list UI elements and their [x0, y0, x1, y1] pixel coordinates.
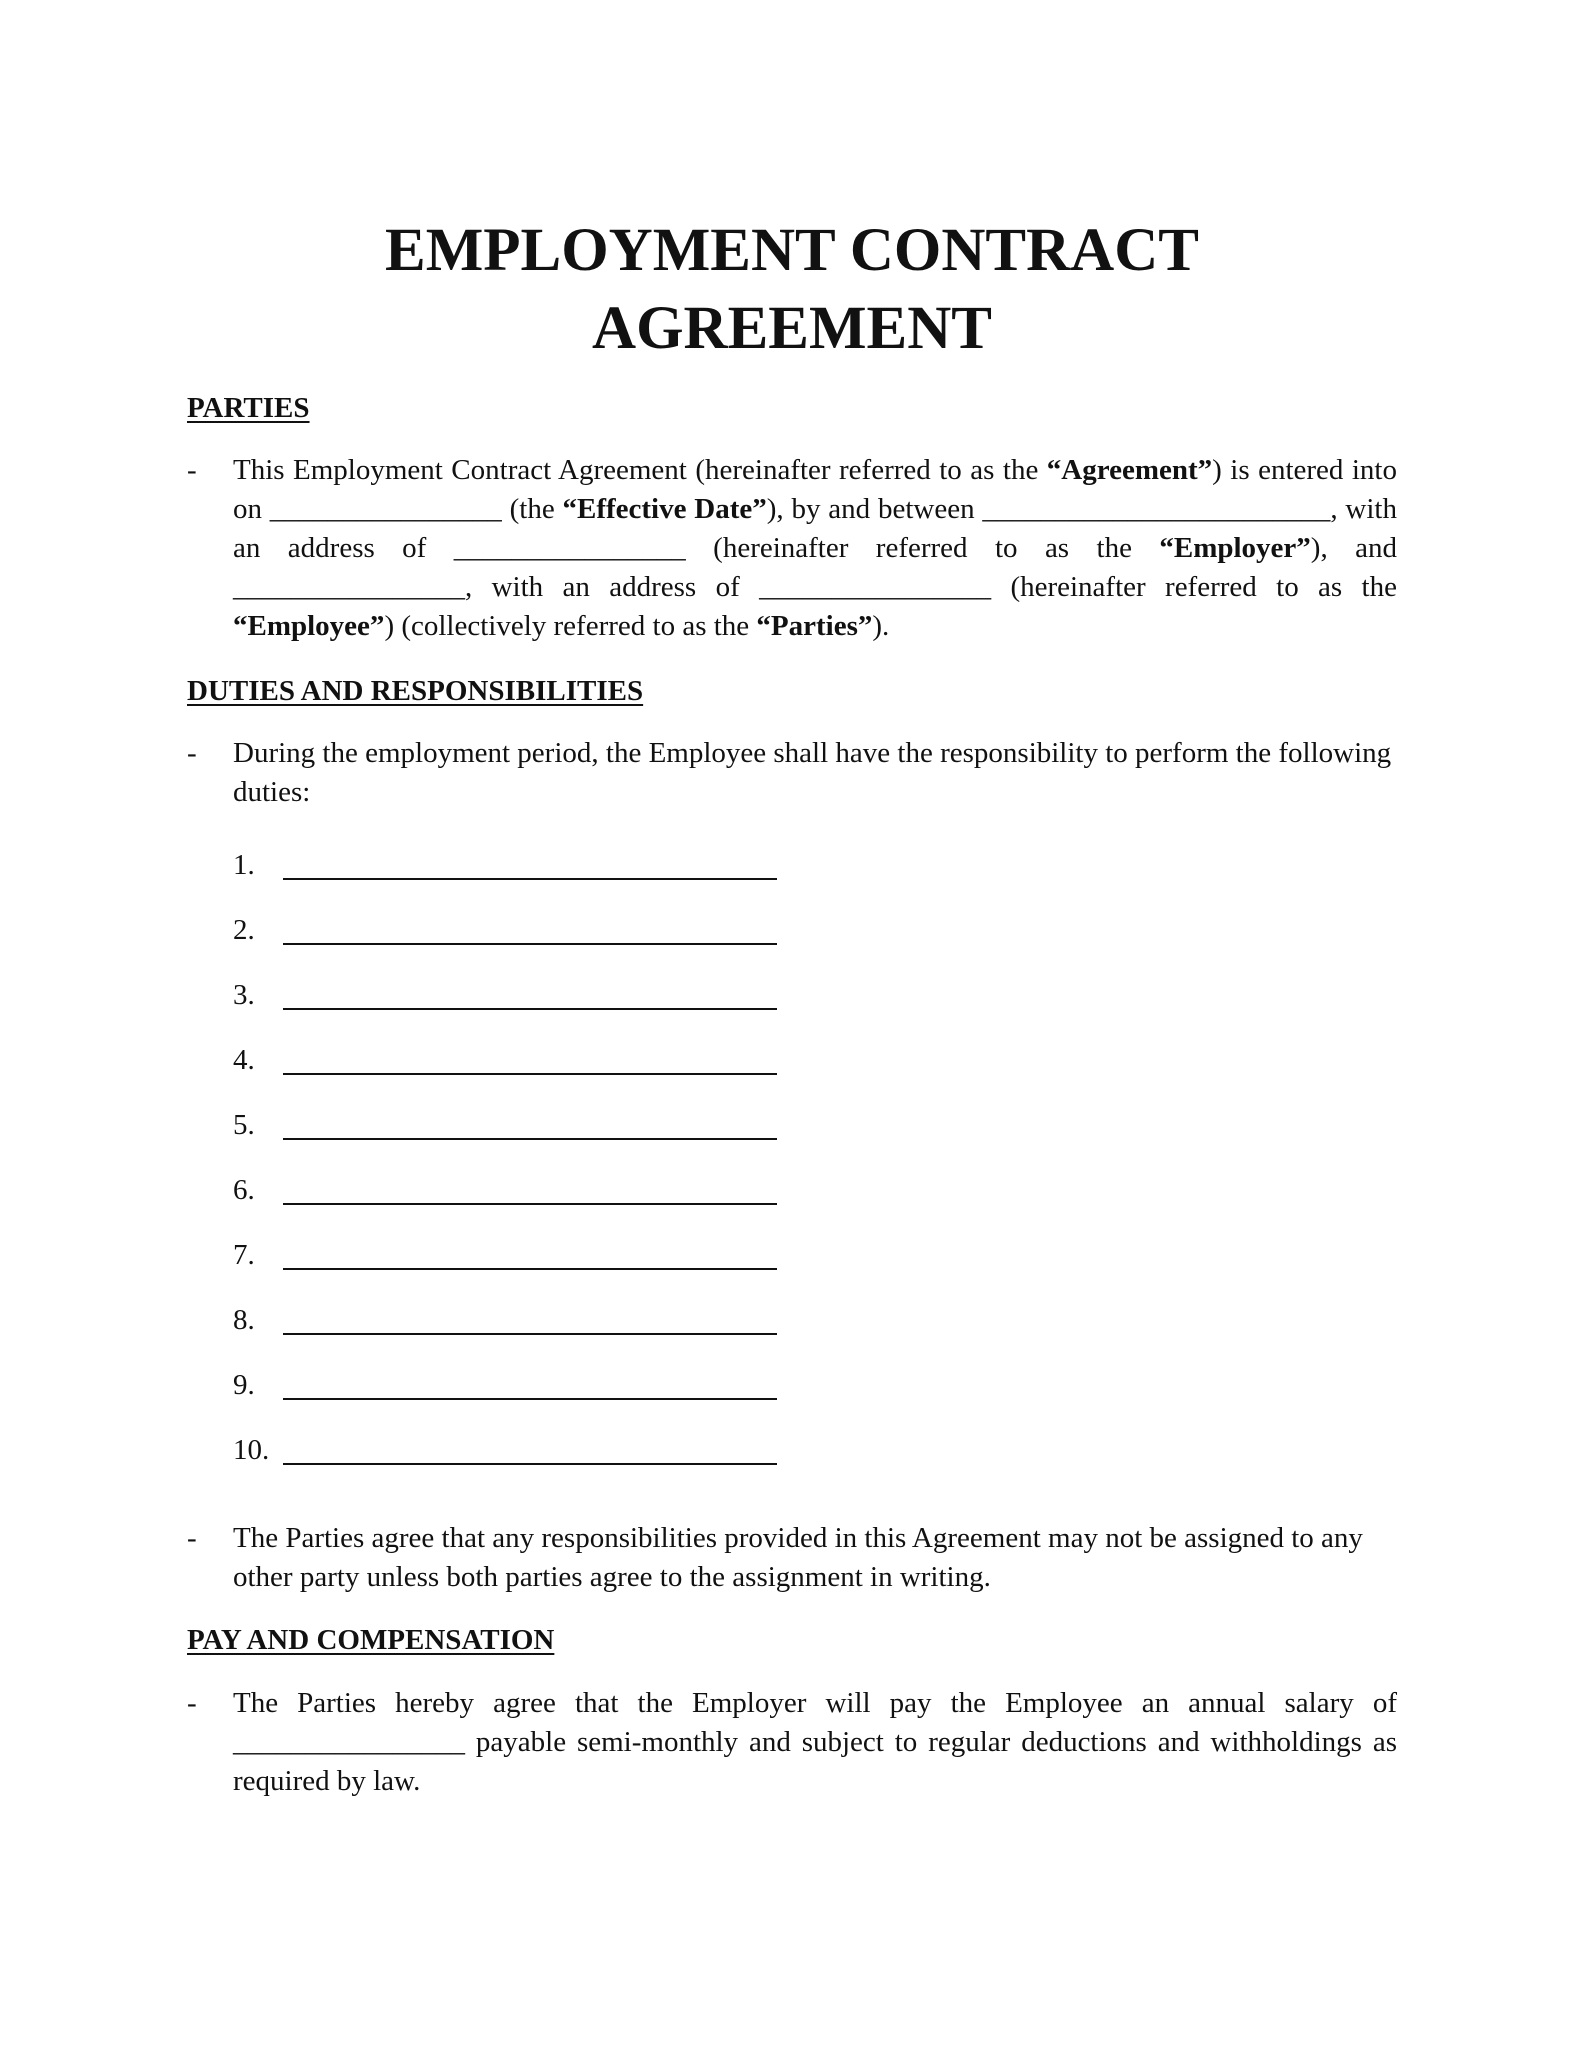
- duty-item: [233, 1302, 793, 1367]
- duty-item: [233, 1107, 793, 1172]
- duty-item: [233, 847, 793, 912]
- duty-number: 8.: [233, 1304, 255, 1336]
- parties-text-part-1: This Employment Contract Agreement (hereinafter referred to as the: [233, 454, 1047, 486]
- duty-item: [233, 1432, 793, 1497]
- duty-blank-line[interactable]: [283, 1463, 777, 1465]
- assignment-text: The Parties agree that any responsibilities provided in this Agreement may not be assigned to any other party unless both parties agree to the assignment in writing.: [233, 1522, 1363, 1593]
- duty-number: 2.: [233, 914, 255, 946]
- duty-item: [233, 1172, 793, 1237]
- parties-text-part-6: ).: [872, 610, 890, 642]
- parties-text: [233, 451, 1397, 646]
- duty-blank-line[interactable]: [283, 1073, 777, 1075]
- duties-list: [233, 847, 793, 1497]
- duty-blank-line[interactable]: [283, 1268, 777, 1270]
- agreement-term: “Agreement”: [1046, 454, 1213, 486]
- bullet-dash: -: [187, 1522, 197, 1554]
- effective-date-term: “Effective Date”: [562, 493, 767, 525]
- duty-blank-line[interactable]: [283, 1333, 777, 1335]
- parties-heading: PARTIES: [187, 392, 310, 424]
- pay-heading: PAY AND COMPENSATION: [187, 1624, 555, 1656]
- duty-number: 6.: [233, 1174, 255, 1206]
- duty-item: [233, 1042, 793, 1107]
- bullet-dash: -: [187, 454, 197, 486]
- duty-blank-line[interactable]: [283, 878, 777, 880]
- duty-item: [233, 1237, 793, 1302]
- parties-text-part-3: ), by and between ________________________, with an address of ________________ (hereinafter referred to as the: [233, 493, 1397, 564]
- duty-number: 10.: [233, 1434, 270, 1466]
- parties-term: “Parties”: [756, 610, 873, 642]
- title-line-2: AGREEMENT: [592, 295, 992, 362]
- parties-text-part-5: ) (collectively referred to as the: [384, 610, 757, 642]
- duty-item: [233, 1367, 793, 1432]
- duty-number: 4.: [233, 1044, 255, 1076]
- document-title: [187, 212, 1397, 368]
- duty-item: [233, 977, 793, 1042]
- employer-term: “Employer”: [1159, 532, 1311, 564]
- duty-number: 9.: [233, 1369, 255, 1401]
- parties-text-part-4: ), and ________________, with an address of ________________ (hereinafter referred to as the: [233, 532, 1397, 603]
- duty-number: 1.: [233, 849, 255, 881]
- duty-blank-line[interactable]: [283, 1138, 777, 1140]
- employee-term: “Employee”: [233, 610, 385, 642]
- duty-blank-line[interactable]: [283, 1398, 777, 1400]
- duty-blank-line[interactable]: [283, 1008, 777, 1010]
- duty-item: [233, 912, 793, 977]
- duty-number: 5.: [233, 1109, 255, 1141]
- parties-text-part-2: ) is entered into on ________________ (the: [233, 454, 1397, 525]
- duties-heading: DUTIES AND RESPONSIBILITIES: [187, 675, 644, 707]
- duties-intro-text: During the employment period, the Employee shall have the responsibility to perform the following duties:: [233, 737, 1392, 808]
- duty-number: 3.: [233, 979, 255, 1011]
- pay-text: The Parties hereby agree that the Employer will pay the Employee an annual salary of ________________ payable semi-monthly and subject to regular deductions and withholdings as required by law.: [233, 1687, 1397, 1797]
- title-line-1: EMPLOYMENT CONTRACT: [385, 217, 1199, 284]
- duty-number: 7.: [233, 1239, 255, 1271]
- bullet-dash: -: [187, 1687, 197, 1719]
- bullet-dash: -: [187, 737, 197, 769]
- duty-blank-line[interactable]: [283, 943, 777, 945]
- duty-blank-line[interactable]: [283, 1203, 777, 1205]
